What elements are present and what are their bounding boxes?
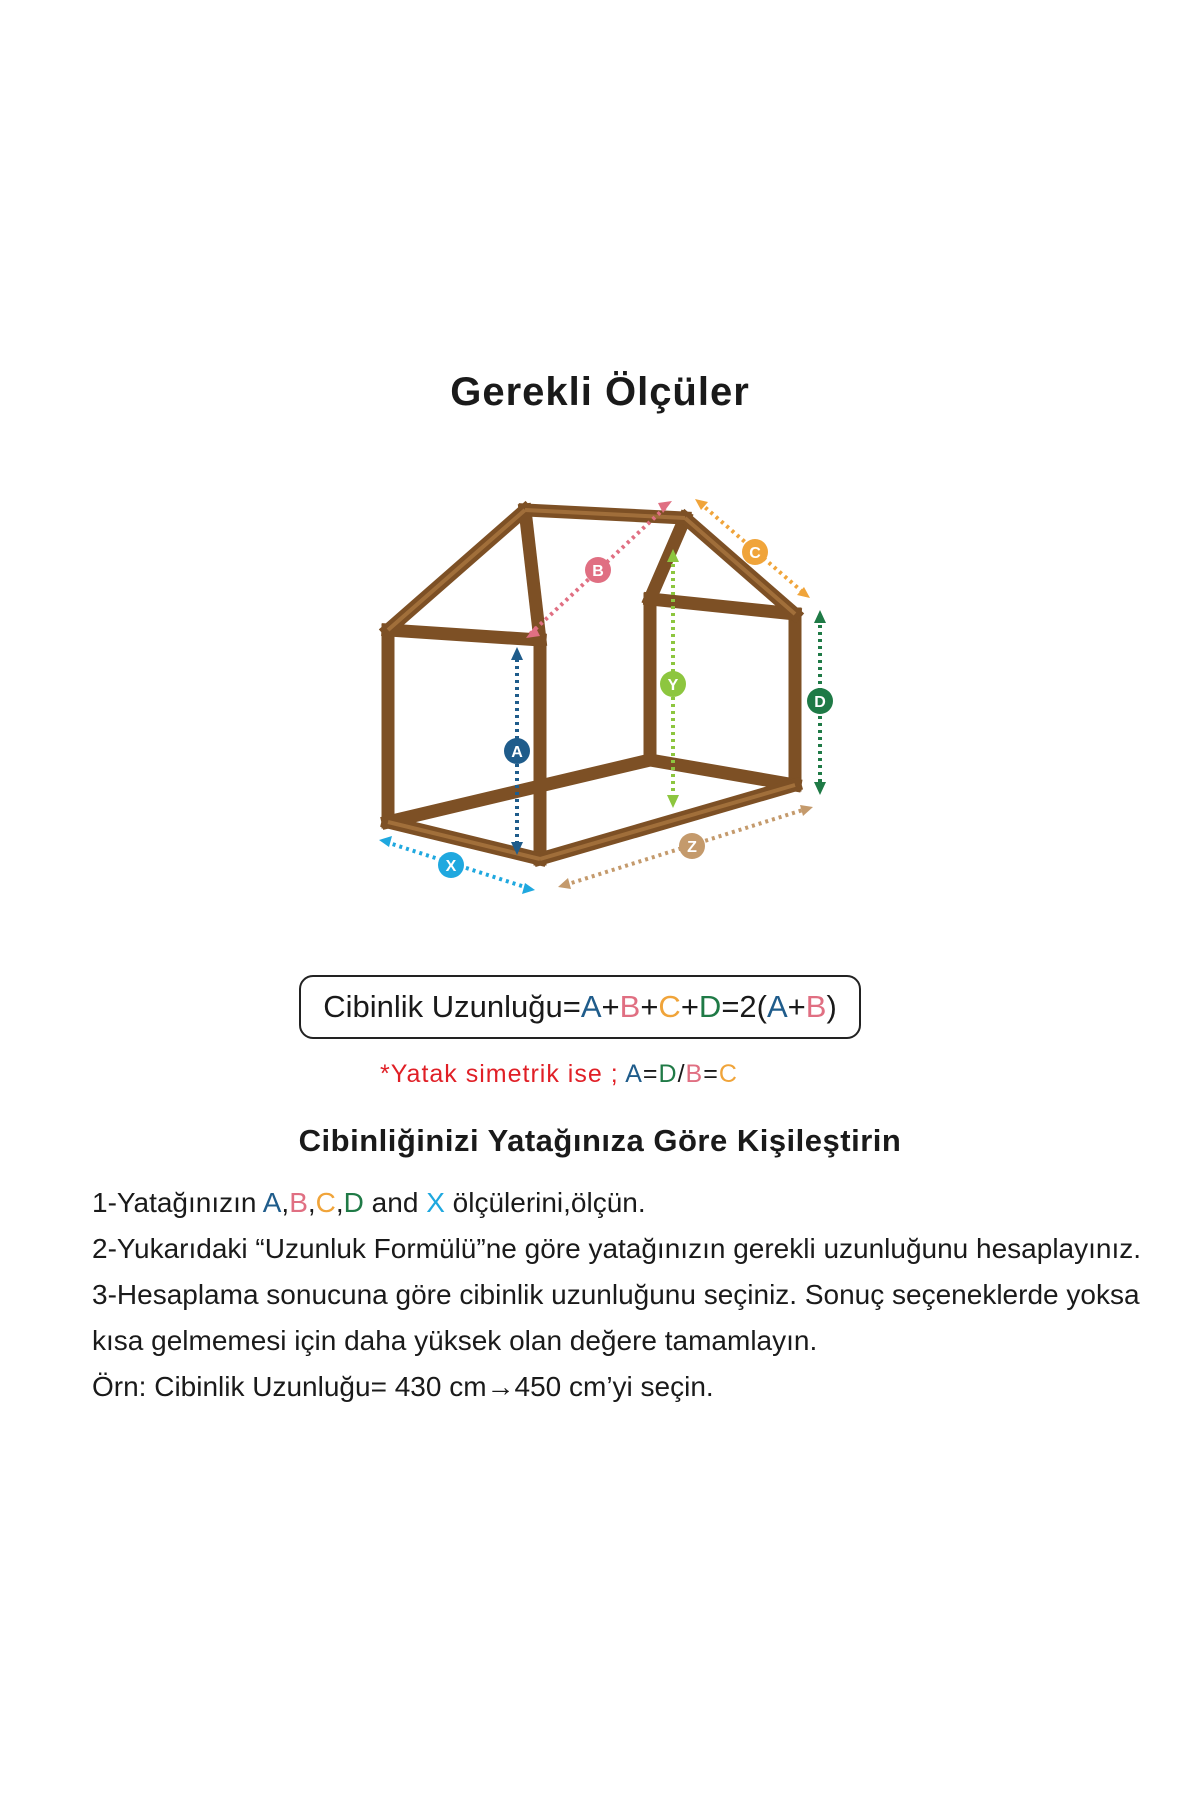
formula-prefix: Cibinlik Uzunluğu= — [323, 989, 581, 1024]
instruction-step-1 — [92, 1180, 1142, 1226]
note-slash: / — [677, 1060, 686, 1088]
note-c: C — [718, 1060, 738, 1088]
note-prefix: *Yatak simetrik ise ; — [380, 1060, 626, 1088]
dimension-label-c-text: C — [749, 545, 761, 562]
dimension-a — [504, 647, 530, 855]
formula-plus: + — [640, 989, 659, 1024]
dimension-label-b-text: B — [592, 563, 604, 580]
formula-c: C — [658, 989, 681, 1024]
instruction-step-3: 3-Hesaplama sonucuna göre cibinlik uzunluğunu seçiniz. Sonuç seçeneklerde yoksa — [92, 1279, 1140, 1310]
formula-a: A — [580, 989, 602, 1024]
dimension-label-a-text: A — [511, 744, 523, 761]
step-1-x: X — [426, 1187, 445, 1218]
formula-plus: + — [680, 989, 699, 1024]
formula-a: A — [766, 989, 788, 1024]
formula-b: B — [619, 989, 641, 1024]
dimension-d — [807, 610, 833, 795]
step-1-suffix: ölçülerini,ölçün. — [444, 1187, 646, 1218]
step-1-prefix: 1-Yatağınızın — [92, 1187, 263, 1218]
instruction-list — [92, 1180, 1142, 1410]
dimension-label-x-text: X — [445, 858, 457, 875]
step-1-a: A — [262, 1187, 282, 1218]
note-a: A — [625, 1060, 643, 1088]
dimension-label-z-text: Z — [687, 839, 697, 856]
section-subtitle: Cibinliğinizi Yatağınıza Göre Kişileştirin — [298, 1123, 902, 1158]
instruction-example: Örn: Cibinlik Uzunluğu= 430 cm→450 cm’yi seçin. — [92, 1371, 714, 1402]
step-1-d: D — [343, 1187, 364, 1218]
formula-equals: =2( — [721, 989, 767, 1024]
symmetry-note — [380, 1060, 738, 1089]
note-d: D — [658, 1060, 678, 1088]
formula-plus: + — [787, 989, 806, 1024]
formula-d: D — [698, 989, 722, 1024]
step-1-comma: , — [307, 1187, 316, 1218]
page-title: Gerekli Ölçüler — [450, 370, 750, 414]
step-1-and: and — [363, 1187, 427, 1218]
step-1-c: C — [315, 1187, 336, 1218]
note-b: B — [685, 1060, 704, 1088]
step-1-b: B — [289, 1187, 308, 1218]
note-equals: = — [642, 1060, 659, 1088]
note-equals: = — [703, 1060, 719, 1088]
formula-plus: + — [601, 989, 620, 1024]
dimension-label-d-text: D — [814, 694, 826, 711]
length-formula — [299, 975, 861, 1039]
formula-close: ) — [826, 989, 837, 1024]
dimension-label-y-text: Y — [667, 677, 679, 694]
step-1-comma: , — [335, 1187, 344, 1218]
formula-b: B — [805, 989, 827, 1024]
instruction-step-2: 2-Yukarıdaki “Uzunluk Formülü”ne göre yatağınızın gerekli uzunluğunu hesaplayınız. — [92, 1233, 1142, 1264]
instruction-step-3-cont: kısa gelmemesi için daha yüksek olan değere tamamlayın. — [92, 1325, 818, 1356]
step-1-comma: , — [281, 1187, 290, 1218]
